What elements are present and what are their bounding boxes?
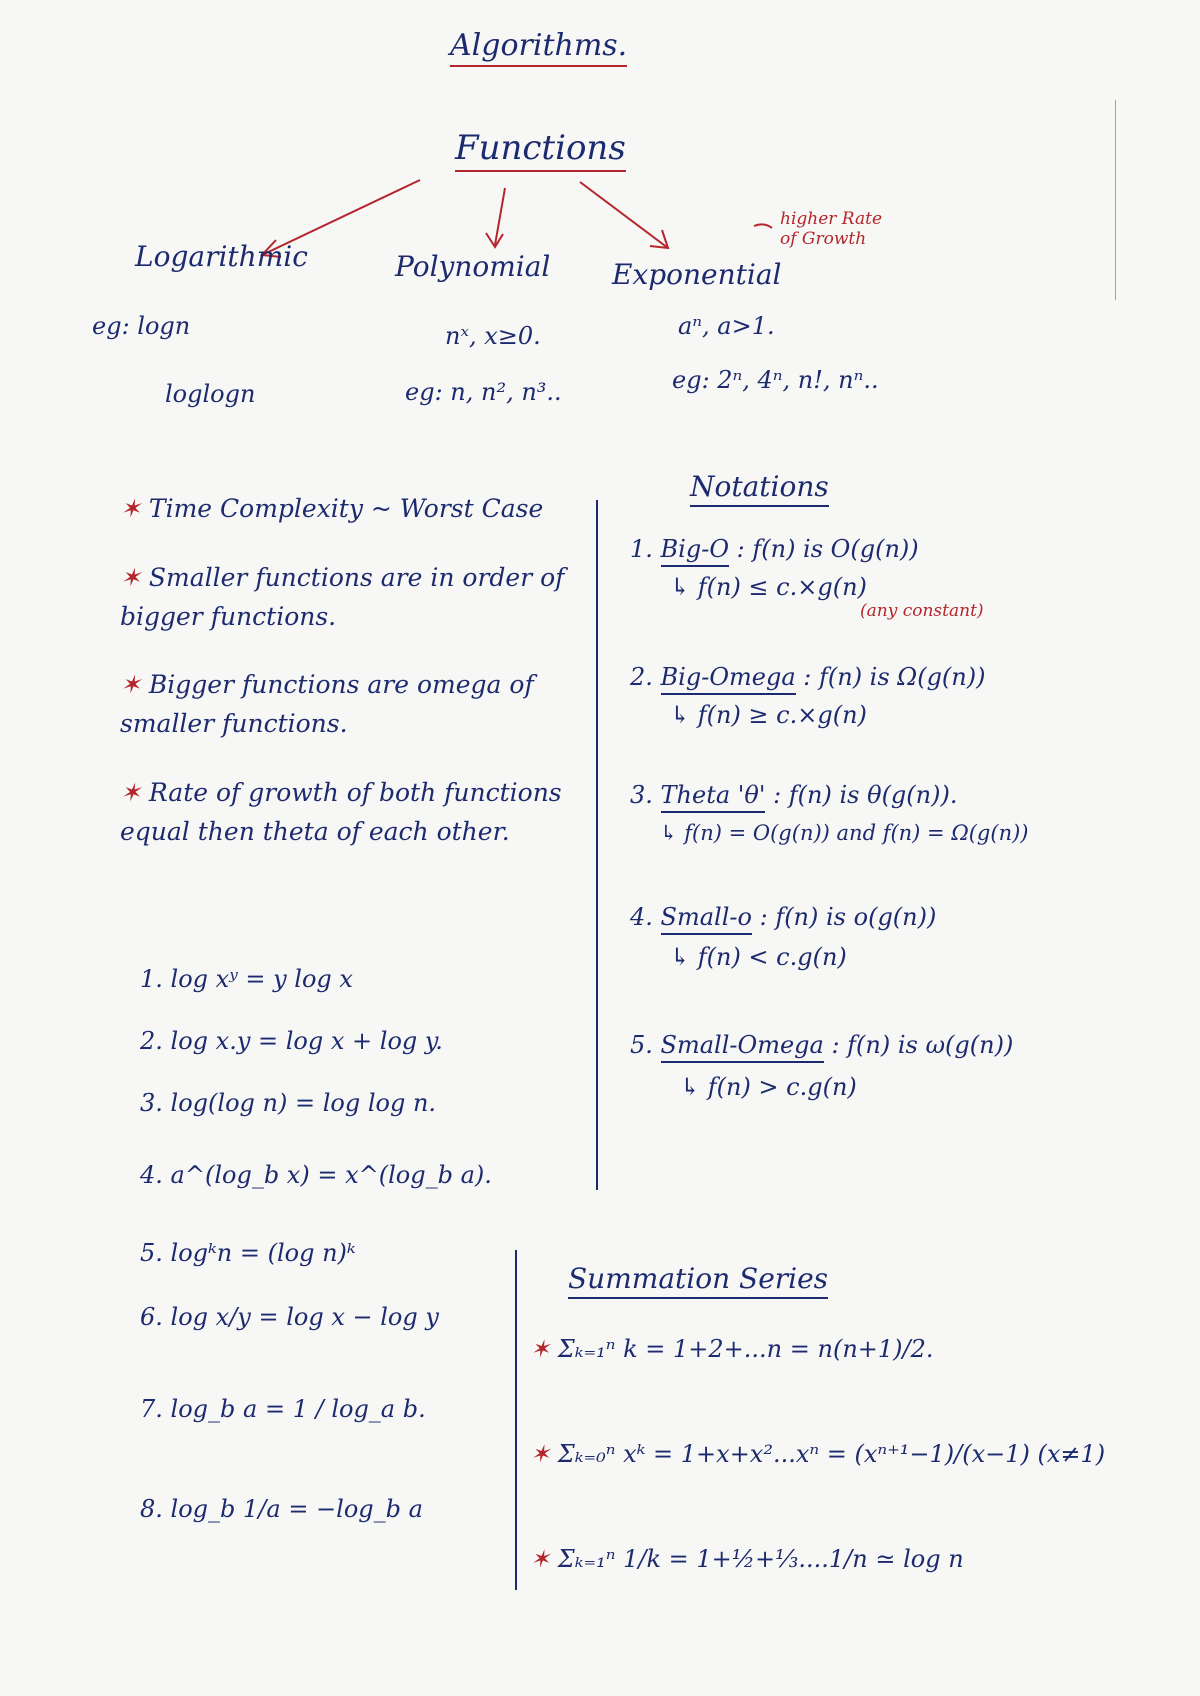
notation-small-o: 4. Small-o : f(n) is o(g(n)) ↳ f(n) < c.g(n) xyxy=(630,903,937,971)
summation-item-2: ✶ Σₖ₌₀ⁿ xᵏ = 1+x+x²...xⁿ = (xⁿ⁺¹−1)/(x−1) (x≠1) xyxy=(530,1440,1106,1468)
category-exponential: Exponential xyxy=(612,258,782,291)
log-rule-1: 1. log xʸ = y log x xyxy=(140,965,353,993)
log-rules-list xyxy=(140,965,510,1523)
star-icon: ✶ xyxy=(120,494,149,523)
logarithmic-example-2: loglogn xyxy=(165,380,256,408)
notation-name: Theta 'θ' xyxy=(661,781,766,813)
bullet-item-2: ✶ Smaller functions are in order of bigger functions. xyxy=(120,562,565,631)
growth-annotation: higher Rate of Growth xyxy=(780,209,883,249)
notations-heading: Notations xyxy=(690,470,829,507)
star-icon: ✶ xyxy=(120,562,149,592)
category-logarithmic: Logarithmic xyxy=(135,240,308,273)
notation-big-omega: 2. Big-Omega : f(n) is Ω(g(n)) ↳ f(n) ≥ c.×g(n) xyxy=(630,663,986,729)
arrow-to-exponential xyxy=(580,182,668,248)
summation-heading: Summation Series xyxy=(568,1262,828,1299)
log-rule-7: 7. log_b a = 1 / log_a b. xyxy=(140,1395,426,1423)
log-rule-8: 8. log_b 1/a = −log_b a xyxy=(140,1495,423,1523)
log-rule-4: 4. a^(log_b x) = x^(log_b a). xyxy=(140,1161,492,1189)
log-rule-6: 6. log x/y = log x − log y xyxy=(140,1303,439,1331)
bullet-list xyxy=(120,490,590,851)
polynomial-note-1: nˣ, x≥0. xyxy=(445,322,541,350)
star-icon: ✶ xyxy=(120,670,149,700)
notation-small-omega: 5. Small-Omega : f(n) is ω(g(n)) ↳ f(n) > c.g(n) xyxy=(630,1031,1014,1101)
summation-item-1: ✶ Σₖ₌₁ⁿ k = 1+2+...n = n(n+1)/2. xyxy=(530,1335,934,1363)
notation-name: Big-Omega xyxy=(661,663,796,695)
arrow-to-polynomial xyxy=(495,188,505,245)
summation-list xyxy=(530,1335,1180,1573)
notation-theta: 3. Theta 'θ' : f(n) is θ(g(n)). ↳ f(n) = O(g(n)) and f(n) = Ω(g(n)) xyxy=(630,781,1029,845)
star-icon: ✶ xyxy=(530,1335,558,1363)
notation-name: Big-O xyxy=(661,535,729,567)
bullet-item-1: ✶ Time Complexity ~ Worst Case xyxy=(120,494,544,523)
category-polynomial: Polynomial xyxy=(395,250,551,283)
log-rule-2: 2. log x.y = log x + log y. xyxy=(140,1027,443,1055)
notation-big-o: 1. Big-O : f(n) is O(g(n)) ↳ f(n) ≤ c.×g(n) (any constant) xyxy=(630,535,1190,643)
notation-name: Small-o xyxy=(661,903,752,935)
star-icon: ✶ xyxy=(530,1440,558,1468)
column-divider-upper xyxy=(596,500,598,1190)
page-title: Algorithms. xyxy=(450,28,627,67)
bullet-item-3: ✶ Bigger functions are omega of smaller functions. xyxy=(120,670,534,738)
star-icon: ✶ xyxy=(120,777,149,807)
column-divider-lower xyxy=(515,1250,517,1590)
notation-name: Small-Omega xyxy=(661,1031,824,1063)
notations-list xyxy=(630,535,1190,1101)
star-icon: ✶ xyxy=(530,1545,558,1573)
annotation-arrow xyxy=(754,224,772,228)
summation-item-3: ✶ Σₖ₌₁ⁿ 1/k = 1+½+⅓....1/n ≃ log n xyxy=(530,1545,964,1573)
exponential-note-1: aⁿ, a>1. xyxy=(678,312,775,340)
polynomial-note-2: eg: n, n², n³.. xyxy=(405,378,562,406)
bullet-item-4: ✶ Rate of growth of both functions equal then theta of each other. xyxy=(120,777,562,846)
functions-heading: Functions xyxy=(455,128,626,172)
exponential-note-2: eg: 2ⁿ, 4ⁿ, n!, nⁿ.. xyxy=(672,366,879,394)
logarithmic-example-1: eg: logn xyxy=(92,312,191,340)
log-rule-5: 5. logᵏn = (log n)ᵏ xyxy=(140,1239,356,1267)
page-edge-line xyxy=(1115,100,1116,300)
notation-note: (any constant) xyxy=(860,601,984,621)
log-rule-3: 3. log(log n) = log log n. xyxy=(140,1089,437,1117)
